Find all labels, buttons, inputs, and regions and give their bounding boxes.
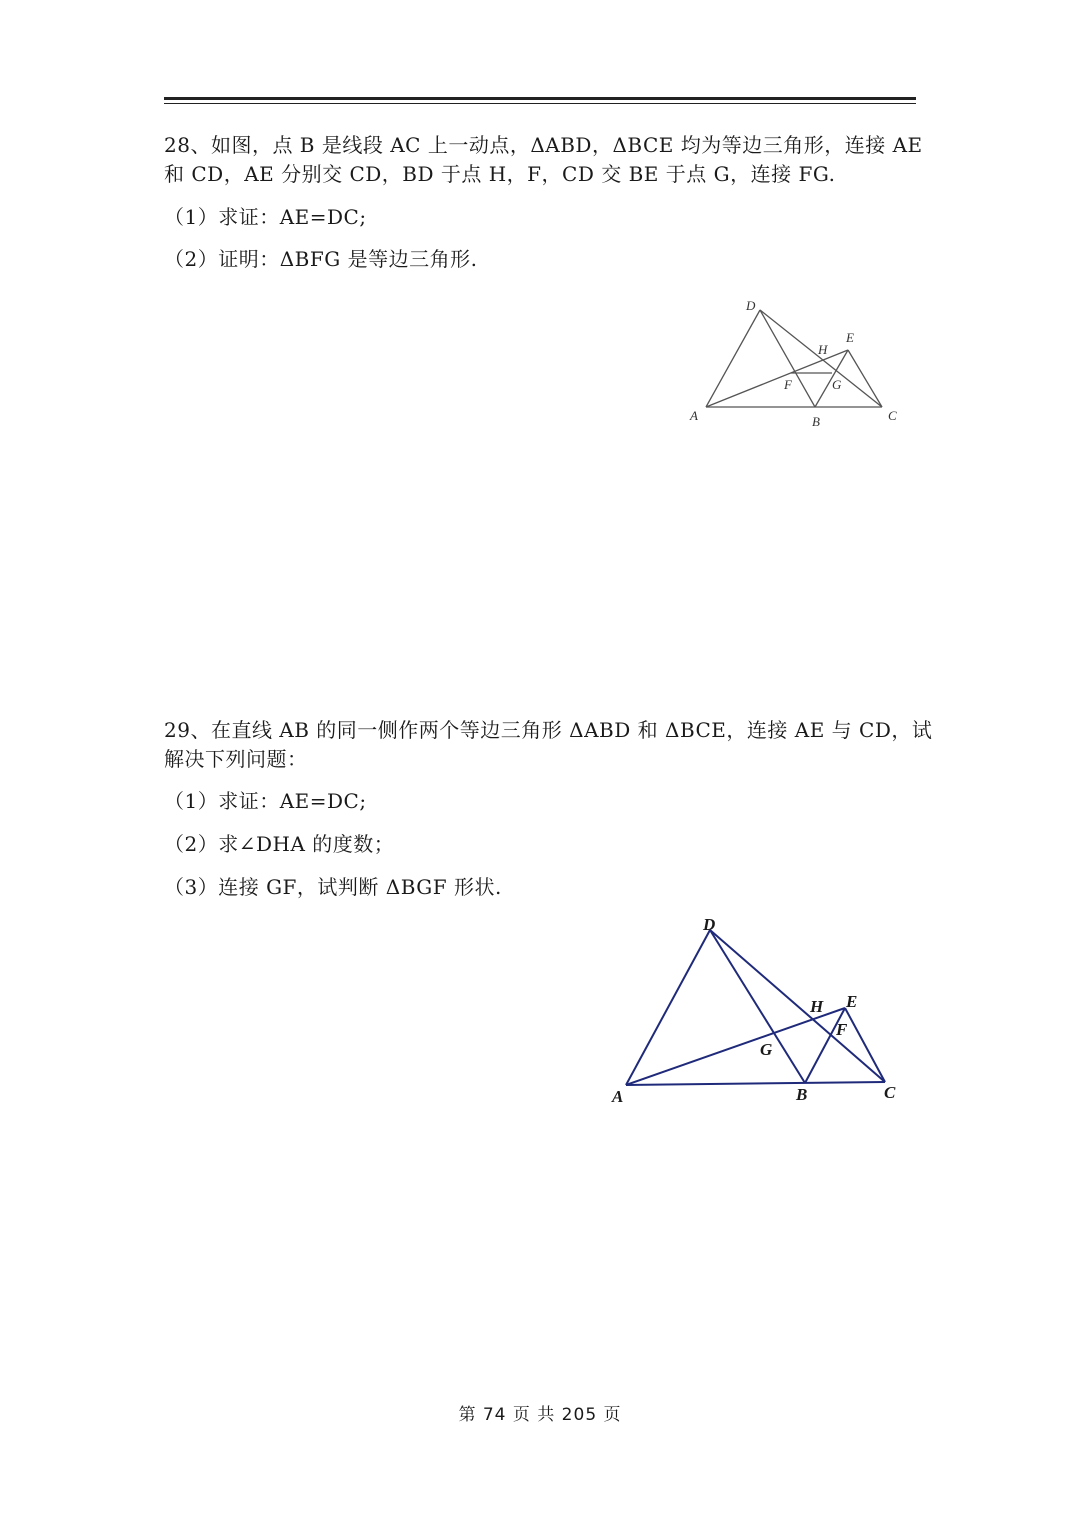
problem-28-figure <box>680 292 910 432</box>
fig2-segment-DB <box>710 930 805 1083</box>
fig1-label-E: E <box>846 330 854 345</box>
header-rule-thin <box>164 103 916 104</box>
header-rule-thick <box>164 97 916 100</box>
fig2-segment-AD <box>626 930 710 1085</box>
problem-29-part-2: （2）求∠DHA 的度数； <box>164 832 395 856</box>
fig1-segment-EC <box>848 350 882 407</box>
problem-29-line-1: 29、在直线 AB 的同一侧作两个等边三角形 ΔABD 和 ΔBCE，连接 AE 与 CD，试 <box>164 718 933 742</box>
fig2-label-D: D <box>703 915 716 934</box>
fig1-label-D: D <box>746 298 756 313</box>
problem-29-part-3: （3）连接 GF，试判断 ΔBGF 形状. <box>164 875 502 899</box>
problem-29-line-2: 解决下列问题： <box>164 747 308 771</box>
fig2-segment-EC <box>845 1008 885 1082</box>
fig1-segment-DC <box>760 310 882 407</box>
page-number: 第 74 页 共 205 页 <box>458 1405 622 1425</box>
fig2-label-H: H <box>810 997 824 1016</box>
problem-28-part-2: （2）证明：ΔBFG 是等边三角形. <box>164 247 478 271</box>
fig2-label-G: G <box>760 1040 773 1059</box>
fig1-label-F: F <box>784 377 792 392</box>
fig1-label-A: A <box>690 408 698 423</box>
fig1-segment-AD <box>706 310 760 407</box>
fig2-label-F: F <box>836 1020 848 1039</box>
fig1-label-C: C <box>888 408 897 423</box>
problem-28-line-1: 28、如图，点 B 是线段 AC 上一动点，ΔABD，ΔBCE 均为等边三角形，连接 AE <box>164 133 923 157</box>
problem-28-line-2: 和 CD，AE 分别交 CD，BD 于点 H，F，CD 交 BE 于点 G，连接 FG. <box>164 162 836 186</box>
problem-29-figure <box>600 908 920 1108</box>
fig2-label-C: C <box>884 1083 896 1102</box>
fig1-segment-DB <box>760 310 815 407</box>
fig2-segment-DC <box>710 930 885 1082</box>
fig2-label-A: A <box>612 1087 624 1106</box>
problem-28-part-1: （1）求证：AE=DC; <box>164 205 367 229</box>
fig2-segment-AC <box>626 1082 885 1085</box>
fig1-label-B: B <box>812 414 820 429</box>
problem-29-part-1: （1）求证：AE=DC; <box>164 789 367 813</box>
fig1-label-G: G <box>832 377 842 392</box>
fig1-label-H: H <box>818 342 828 357</box>
fig1-segment-AE <box>706 350 848 407</box>
fig2-label-B: B <box>796 1085 808 1104</box>
fig2-label-E: E <box>846 992 858 1011</box>
